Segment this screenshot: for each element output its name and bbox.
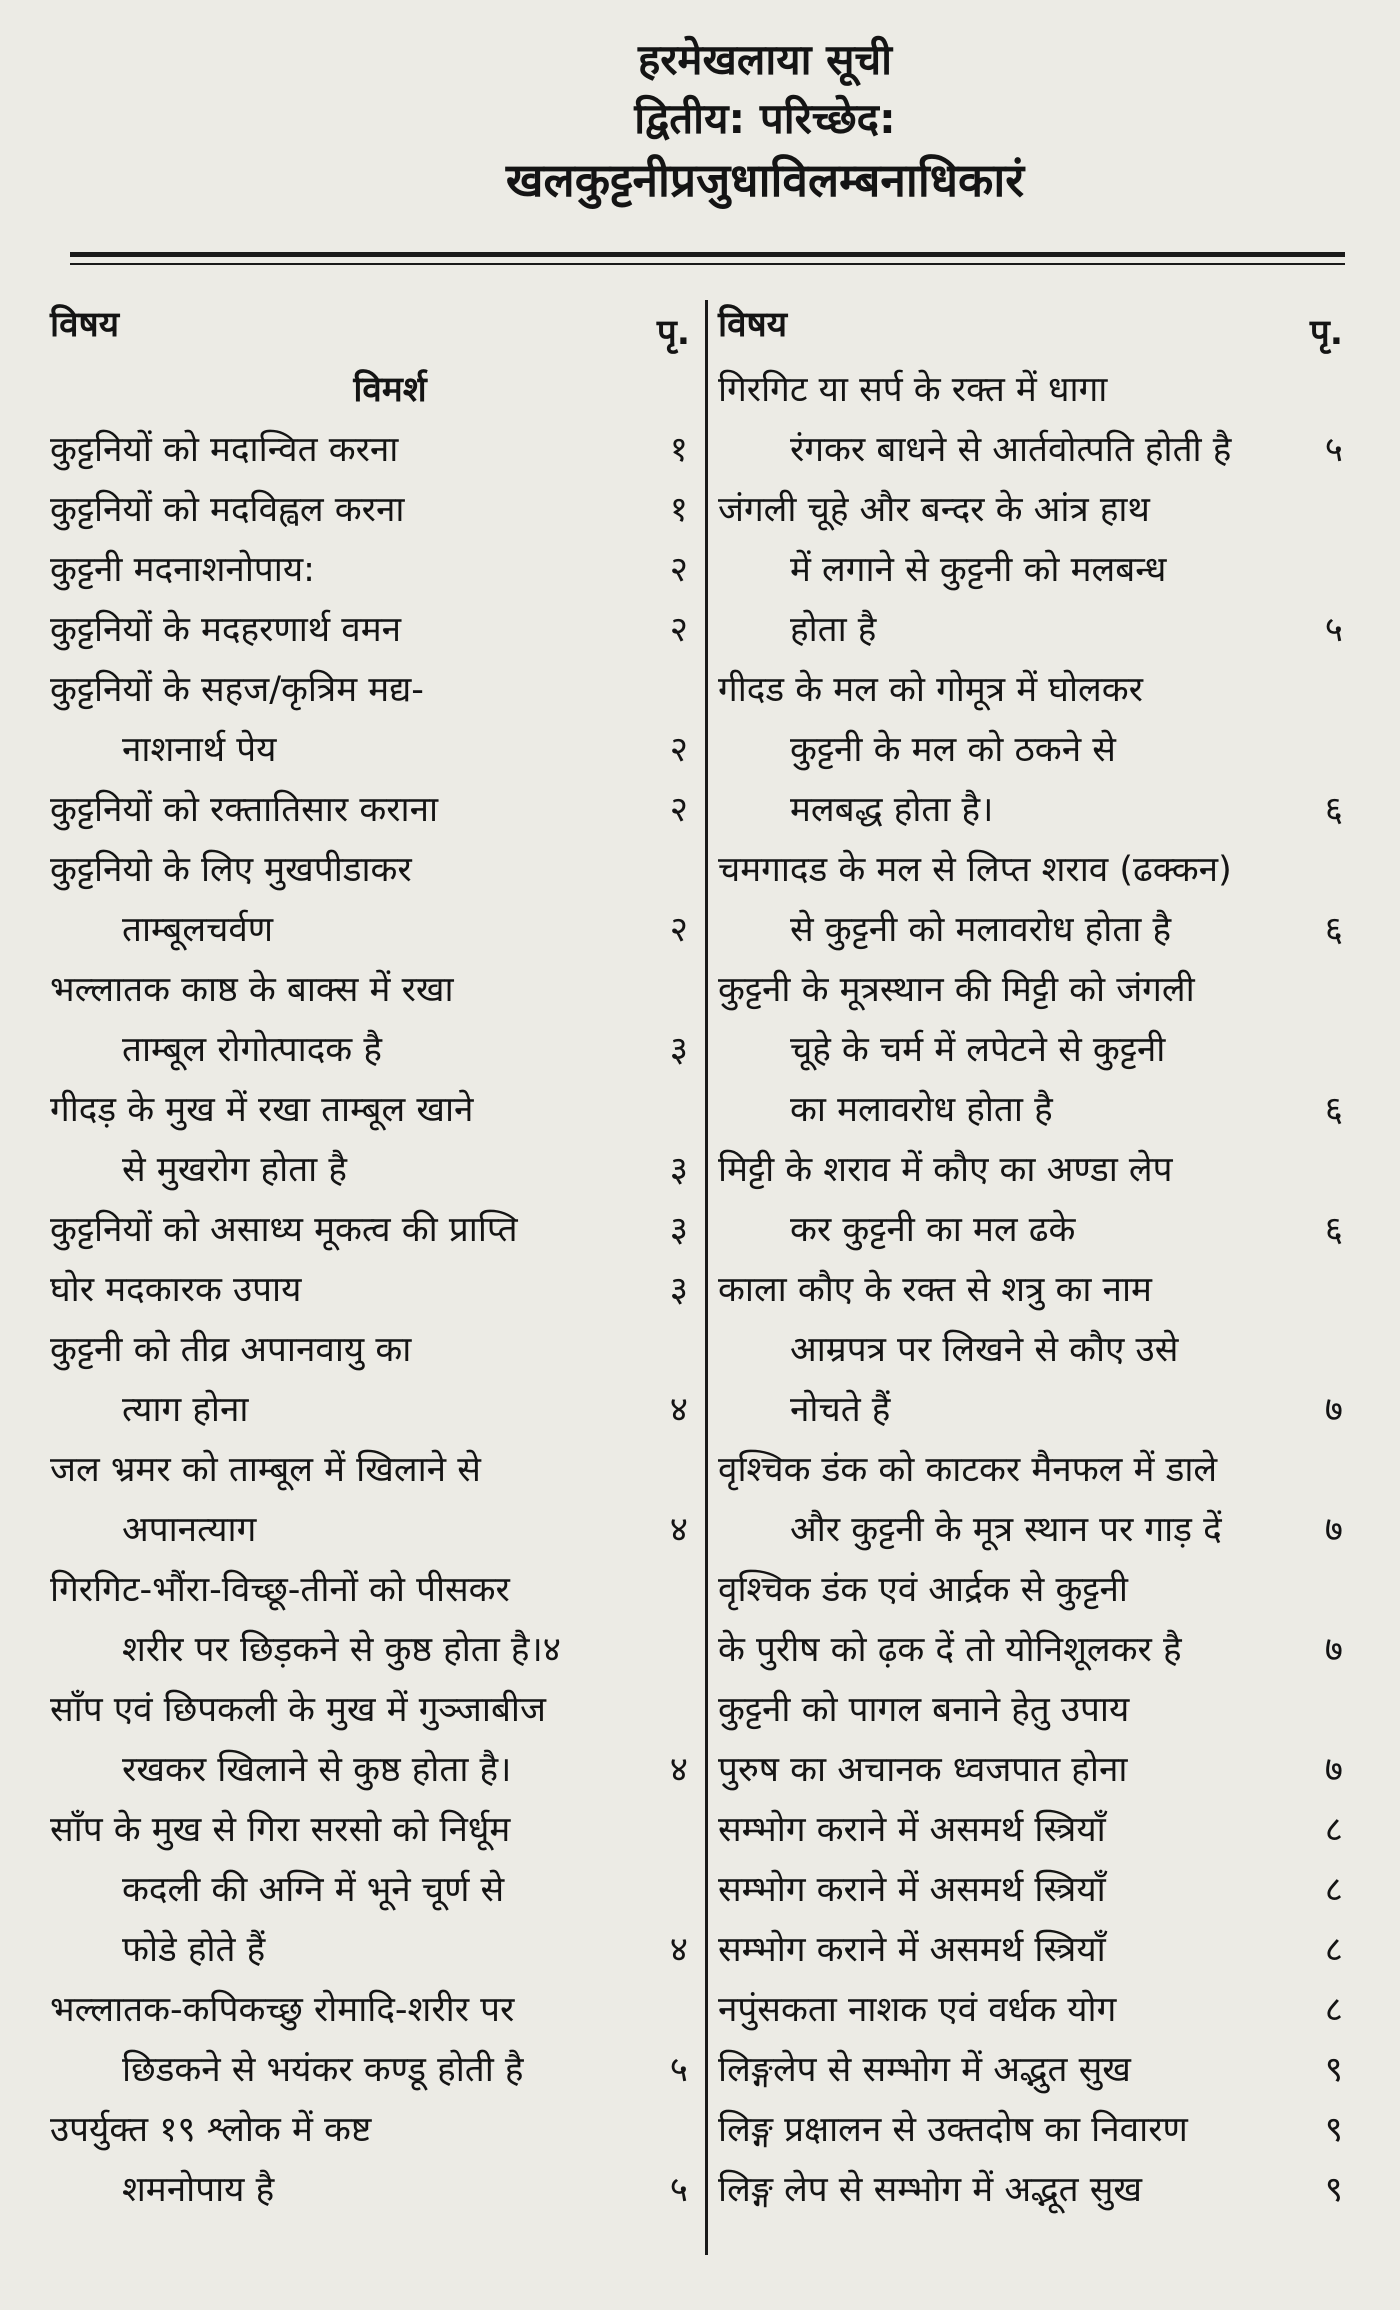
- entry-page-number: ३: [669, 1150, 688, 1190]
- index-entry: [50, 660, 690, 780]
- entry-text-line: कदली की अग्नि में भूने चूर्ण से: [122, 1870, 505, 1910]
- index-entry: [50, 480, 690, 540]
- entry-text-line: कुट्टनियों को रक्तातिसार कराना: [50, 790, 439, 830]
- entry-page-number: ४: [669, 1930, 688, 1970]
- entry-text-line: कुट्टनियों को असाध्य मूकत्व की प्राप्ति: [50, 1210, 518, 1250]
- entry-text-line: नाशनार्थ पेय: [122, 730, 277, 770]
- entry-page-number: १: [669, 490, 688, 530]
- entry-text-line: अपानत्याग: [122, 1510, 257, 1550]
- left-column: [50, 300, 690, 2220]
- entry-page-number: ६: [1324, 910, 1343, 950]
- entry-page-number: ६: [1324, 790, 1343, 830]
- index-entry: [50, 960, 690, 1080]
- entry-text-line: घोर मदकारक उपाय: [50, 1270, 302, 1310]
- entry-text-line: भल्लातक काष्ठ के बाक्स में रखा: [50, 970, 454, 1010]
- entry-page-number: २: [669, 730, 688, 770]
- index-entry: [718, 1980, 1343, 2040]
- index-entry: [50, 1260, 690, 1320]
- index-entry: [718, 1800, 1343, 1860]
- index-entry: [50, 1980, 690, 2100]
- page-header: [0, 30, 1400, 212]
- entry-text-line: और कुट्टनी के मूत्र स्थान पर गाड़ दें: [790, 1510, 1222, 1550]
- entry-text-line: के पुरीष को ढ़क दें तो योनिशूलकर है: [718, 1630, 1182, 1670]
- entry-page-number: ५: [1324, 610, 1343, 650]
- entry-text-line: नपुंसकता नाशक एवं वर्धक योग: [718, 1990, 1117, 2030]
- entry-text-line: कुट्टनी को पागल बनाने हेतु उपाय: [718, 1690, 1130, 1730]
- entry-text-line: मलबद्ध होता है।: [790, 790, 994, 830]
- entry-text-line: सम्भोग कराने में असमर्थ स्त्रियाँ: [718, 1870, 1106, 1910]
- entry-text-line: वृश्चिक डंक को काटकर मैनफल में डाले: [718, 1450, 1218, 1490]
- entry-text-line: गिरगिट-भौंरा-विच्छू-तीनों को पीसकर: [50, 1570, 510, 1610]
- subject-heading: विषय: [718, 305, 788, 345]
- entry-page-number: ६: [1324, 1090, 1343, 1130]
- entry-text-line: आम्रपत्र पर लिखने से कौए उसे: [790, 1330, 1179, 1370]
- index-entry: [718, 2100, 1343, 2160]
- index-entry: [718, 1740, 1343, 1800]
- entry-page-number: ८: [1324, 1930, 1343, 1970]
- entry-text-line: फोडे होते हैं: [122, 1930, 266, 1970]
- index-entry: [50, 1680, 690, 1800]
- index-entry: [718, 2160, 1343, 2220]
- entry-page-number: ९: [1324, 2170, 1343, 2210]
- index-entry: [50, 600, 690, 660]
- entry-text-line: कुट्टनियों को मदविह्वल करना: [50, 490, 405, 530]
- entry-text-line: शमनोपाय है: [122, 2170, 275, 2210]
- right-entry-list: [718, 360, 1343, 2220]
- entry-text-line: लिङ्ग प्रक्षालन से उक्तदोष का निवारण: [718, 2110, 1188, 2150]
- entry-text-line: उपर्युक्त १९ श्लोक में कष्ट: [50, 2110, 372, 2150]
- index-entry: [718, 1860, 1343, 1920]
- index-entry: [718, 2040, 1343, 2100]
- entry-text-line: रंगकर बाधने से आर्तवोत्पति होती है: [790, 430, 1232, 470]
- index-entry: [50, 1080, 690, 1200]
- entry-text-line: नोचते हैं: [790, 1390, 891, 1430]
- entry-text-line: में लगाने से कुट्टनी को मलबन्ध: [790, 550, 1167, 590]
- entry-text-line: गिरगिट या सर्प के रक्त में धागा: [718, 370, 1108, 410]
- entry-page-number: ४: [669, 1750, 688, 1790]
- entry-text-line: साँप के मुख से गिरा सरसो को निर्धूम: [50, 1810, 511, 1850]
- entry-text-line: लिङ्ग लेप से सम्भोग में अद्भूत सुख: [718, 2170, 1143, 2210]
- index-entry: [718, 660, 1343, 840]
- index-entry: [718, 360, 1343, 480]
- entry-text-line: भल्लातक-कपिकच्छु रोमादि-शरीर पर: [50, 1990, 515, 2030]
- index-entry: [718, 960, 1343, 1140]
- left-column-header: [50, 300, 690, 360]
- entry-text-line: कुट्टनियों के सहज/कृत्रिम मद्य-: [50, 670, 424, 710]
- index-entry: [50, 840, 690, 960]
- entry-text-line: साँप एवं छिपकली के मुख में गुञ्जाबीज: [50, 1690, 546, 1730]
- entry-text-line: सम्भोग कराने में असमर्थ स्त्रियाँ: [718, 1810, 1106, 1850]
- entry-text-line: वृश्चिक डंक एवं आर्द्रक से कुट्टनी: [718, 1570, 1128, 1610]
- index-entry: [718, 1260, 1343, 1440]
- index-entry: [718, 1140, 1343, 1260]
- entry-text-line: गीदड के मल को गोमूत्र में घोलकर: [718, 670, 1143, 710]
- index-entry: [718, 1920, 1343, 1980]
- index-entry: [718, 480, 1343, 660]
- entry-text-line: ताम्बूलचर्वण: [122, 910, 274, 950]
- entry-page-number: २: [669, 550, 688, 590]
- left-entry-list: [50, 420, 690, 2220]
- chapter-title: द्वितीय: परिच्छेद:: [634, 94, 896, 143]
- entry-text-line: कुट्टनी के मल को ठकने से: [790, 730, 1116, 770]
- entry-text-line: त्याग होना: [122, 1390, 249, 1430]
- index-entry: [50, 780, 690, 840]
- entry-text-line: का मलावरोध होता है: [790, 1090, 1053, 1130]
- index-entry: [50, 2100, 690, 2220]
- index-entry: [718, 840, 1343, 960]
- entry-text-line: कुट्टनियों के मदहरणार्थ वमन: [50, 610, 402, 650]
- entry-page-number: २: [669, 910, 688, 950]
- entry-text-line: चमगादड के मल से लिप्त शराव (ढक्कन): [718, 850, 1232, 890]
- index-entry: [50, 1800, 690, 1980]
- entry-page-number: २: [669, 790, 688, 830]
- entry-page-number: ५: [1324, 430, 1343, 470]
- entry-text-line: से मुखरोग होता है: [122, 1150, 347, 1190]
- index-entry: [718, 1440, 1343, 1560]
- column-divider: [705, 300, 708, 2255]
- entry-text-line: पुरुष का अचानक ध्वजपात होना: [718, 1750, 1128, 1790]
- index-entry: [50, 1440, 690, 1560]
- index-entry: [50, 1320, 690, 1440]
- right-column: [718, 300, 1343, 2220]
- header-rule-thin: [70, 263, 1345, 265]
- index-title: हरमेखलाया सूची: [637, 35, 893, 84]
- index-entry: [50, 1560, 690, 1680]
- entry-text-line: होता है: [790, 610, 877, 650]
- entry-page-number: २: [669, 610, 688, 650]
- entry-page-number: ८: [1324, 1990, 1343, 2030]
- entry-page-number: ५: [669, 2050, 688, 2090]
- entry-page-number: ८: [1324, 1810, 1343, 1850]
- page-heading: पृ.: [1309, 313, 1343, 353]
- entry-text-line: काला कौए के रक्त से शत्रु का नाम: [718, 1270, 1152, 1310]
- entry-text-line: कुट्टनियो के लिए मुखपीडाकर: [50, 850, 412, 890]
- entry-page-number: ७: [1324, 1630, 1343, 1670]
- entry-page-number: ७: [1324, 1510, 1343, 1550]
- right-column-header: [718, 300, 1343, 360]
- entry-text-line: कुट्टनी मदनाशनोपाय:: [50, 550, 315, 590]
- entry-text-line: कर कुट्टनी का मल ढके: [790, 1210, 1076, 1250]
- index-entry: [718, 1560, 1343, 1680]
- entry-text-line: गीदड़ के मुख में रखा ताम्बूल खाने: [50, 1090, 474, 1130]
- entry-text-line: ताम्बूल रोगोत्पादक है: [122, 1030, 382, 1070]
- entry-text-line: लिङ्गलेप से सम्भोग में अद्भुत सुख: [718, 2050, 1131, 2090]
- entry-page-number: ४: [669, 1510, 688, 1550]
- entry-page-number: ८: [1324, 1870, 1343, 1910]
- entry-text-line: से कुट्टनी को मलावरोध होता है: [790, 910, 1172, 950]
- entry-text-line: कुट्टनी को तीव्र अपानवायु का: [50, 1330, 412, 1370]
- entry-page-number: ९: [1324, 2050, 1343, 2090]
- entry-page-number: ३: [669, 1210, 688, 1250]
- entry-page-number: ७: [1324, 1390, 1343, 1430]
- entry-text-line: छिडकने से भयंकर कण्डू होती है: [122, 2050, 524, 2090]
- index-entry: [718, 1680, 1343, 1740]
- index-entry: [50, 420, 690, 480]
- entry-page-number: ३: [669, 1030, 688, 1070]
- entry-text-line: कुट्टनियों को मदान्वित करना: [50, 430, 399, 470]
- entry-text-line: मिट्टी के शराव में कौए का अण्डा लेप: [718, 1150, 1173, 1190]
- entry-page-number: ५: [669, 2170, 688, 2210]
- entry-text-line: जंगली चूहे और बन्दर के आंत्र हाथ: [718, 490, 1150, 530]
- left-subheading: विमर्श: [353, 370, 427, 410]
- entry-text-line: सम्भोग कराने में असमर्थ स्त्रियाँ: [718, 1930, 1106, 1970]
- entry-page-number: ७: [1324, 1750, 1343, 1790]
- entry-page-number: ९: [1324, 2110, 1343, 2150]
- index-entry: [50, 1200, 690, 1260]
- page-heading: पृ.: [656, 313, 690, 353]
- entry-page-number: ६: [1324, 1210, 1343, 1250]
- section-title: खलकुट्टनीप्रजुधाविलम्बनाधिकारं: [505, 153, 1025, 207]
- entry-text-line: जल भ्रमर को ताम्बूल में खिलाने से: [50, 1450, 481, 1490]
- entry-text-line: रखकर खिलाने से कुष्ठ होता है।: [122, 1750, 512, 1790]
- entry-page-number: १: [669, 430, 688, 470]
- header-rule-thick: [70, 252, 1345, 257]
- index-entry: [50, 540, 690, 600]
- entry-text-line: चूहे के चर्म में लपेटने से कुट्टनी: [790, 1030, 1166, 1070]
- entry-page-number: ३: [669, 1270, 688, 1310]
- entry-text-line: कुट्टनी के मूत्रस्थान की मिट्टी को जंगली: [718, 970, 1195, 1010]
- subject-heading: विषय: [50, 305, 120, 345]
- entry-page-number: ४: [669, 1390, 688, 1430]
- entry-text-line: शरीर पर छिड़कने से कुष्ठ होता है।४: [122, 1630, 561, 1670]
